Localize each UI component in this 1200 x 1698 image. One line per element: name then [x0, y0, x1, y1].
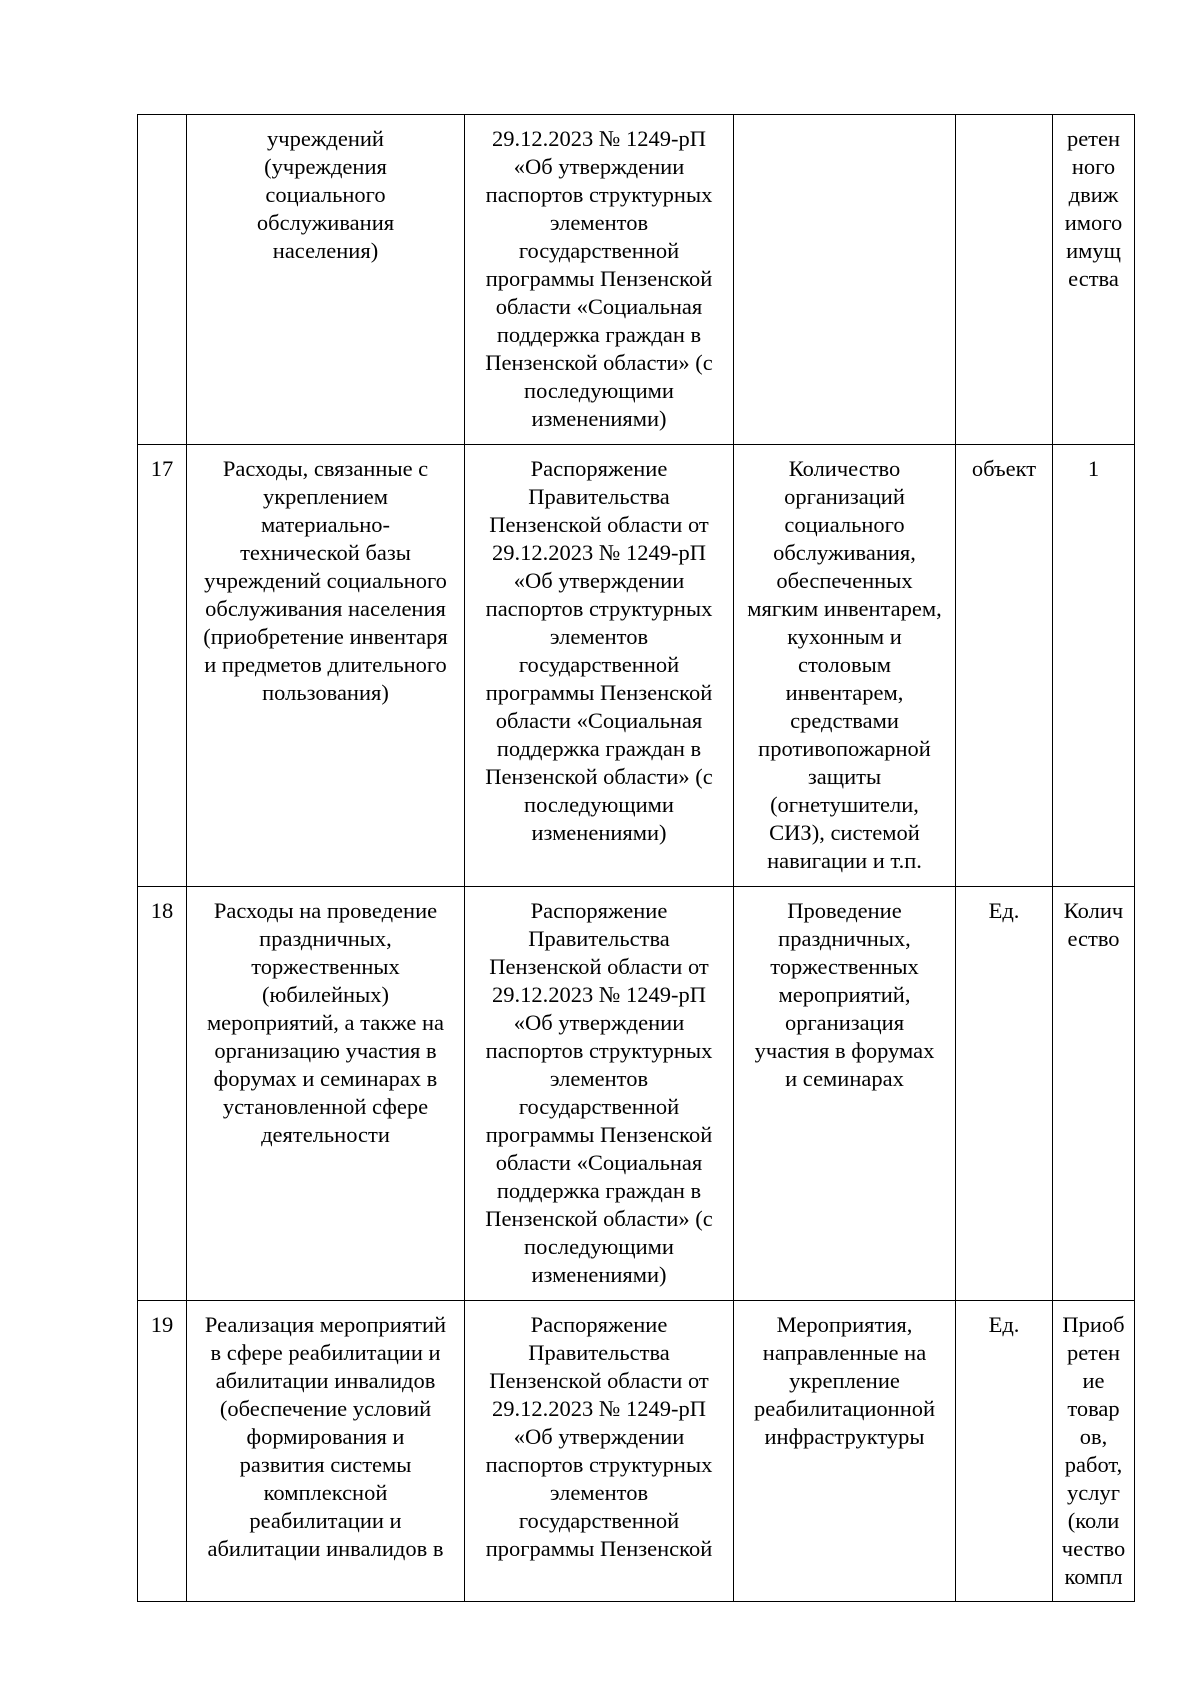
table-row: [138, 115, 1135, 445]
row-number-cell: [138, 115, 187, 445]
table-row: [138, 445, 1135, 887]
unit-cell: [956, 115, 1053, 445]
table-row: [138, 887, 1135, 1301]
row-number-cell: 18: [138, 887, 187, 1301]
value-cell: Колич ество: [1053, 887, 1135, 1301]
value-cell: 1: [1053, 445, 1135, 887]
indicator-cell: Мероприятия, направленные на укрепление реабилитационной инфраструктуры: [734, 1301, 956, 1602]
indicator-cell: Количество организаций социального обслуживания, обеспеченных мягким инвентарем, кухонным и столовым инвентарем, средствами противопожарной защиты (огнетушители, СИЗ), системой навигации и т.п.: [734, 445, 956, 887]
indicator-cell: Проведение праздничных, торжественных мероприятий, организация участия в форумах и семинарах: [734, 887, 956, 1301]
legal-basis-cell: Распоряжение Правительства Пензенской области от 29.12.2023 № 1249-рП «Об утверждении паспортов структурных элементов государственной программы Пензенской: [465, 1301, 734, 1602]
indicator-cell: [734, 115, 956, 445]
legal-basis-cell: Распоряжение Правительства Пензенской области от 29.12.2023 № 1249-рП «Об утверждении паспортов структурных элементов государственной программы Пензенской области «Социальная поддержка граждан в Пензенской области» (с последующими изменениями): [465, 445, 734, 887]
legal-basis-cell: Распоряжение Правительства Пензенской области от 29.12.2023 № 1249-рП «Об утверждении паспортов структурных элементов государственной программы Пензенской области «Социальная поддержка граждан в Пензенской области» (с последующими изменениями): [465, 887, 734, 1301]
unit-cell: Ед.: [956, 887, 1053, 1301]
expense-name-cell: Расходы, связанные с укреплением материально- технической базы учреждений социального обслуживания населения (приобретение инвентаря и предметов длительного пользования): [187, 445, 465, 887]
value-cell: Приоб ретен ие товар ов, работ, услуг (коли чество компл: [1053, 1301, 1135, 1602]
unit-cell: Ед.: [956, 1301, 1053, 1602]
row-number-cell: 17: [138, 445, 187, 887]
unit-cell: объект: [956, 445, 1053, 887]
expense-name-cell: Расходы на проведение праздничных, торжественных (юбилейных) мероприятий, а также на организацию участия в форумах и семинарах в установленной сфере деятельности: [187, 887, 465, 1301]
row-number-cell: 19: [138, 1301, 187, 1602]
expense-name-cell: Реализация мероприятий в сфере реабилитации и абилитации инвалидов (обеспечение условий формирования и развития системы комплексной реабилитации и абилитации инвалидов в: [187, 1301, 465, 1602]
value-cell: ретен ного движ имого имущ ества: [1053, 115, 1135, 445]
table-row: [138, 1301, 1135, 1602]
expense-name-cell: учреждений (учреждения социального обслуживания населения): [187, 115, 465, 445]
legal-basis-cell: 29.12.2023 № 1249-рП «Об утверждении паспортов структурных элементов государственной программы Пензенской области «Социальная поддержка граждан в Пензенской области» (с последующими изменениями): [465, 115, 734, 445]
expenses-table: [137, 114, 1135, 1602]
